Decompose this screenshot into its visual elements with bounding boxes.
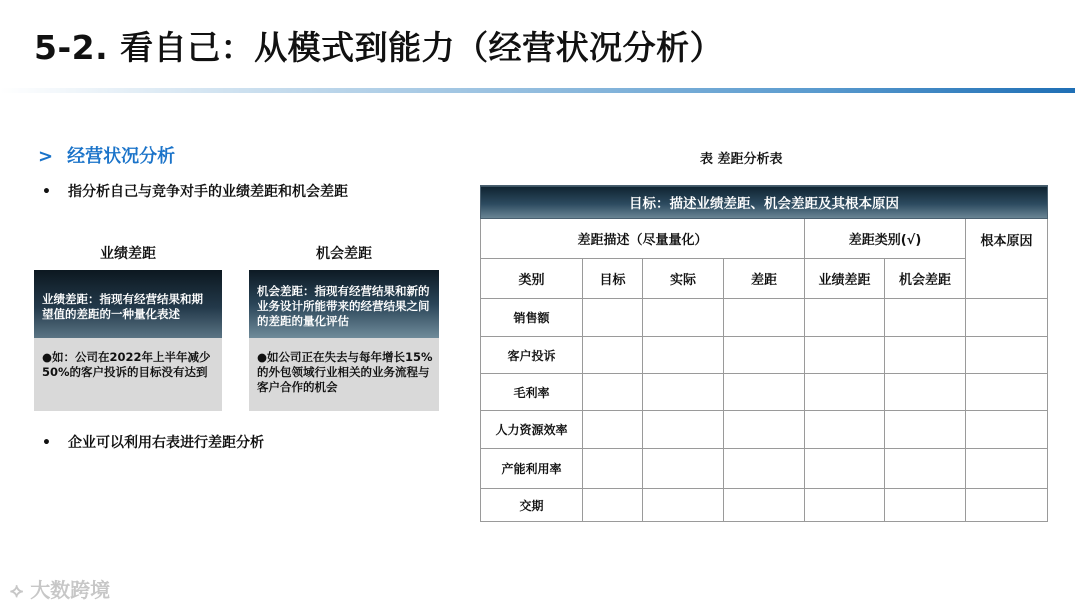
table-cell [643, 337, 724, 374]
table-cell [643, 449, 724, 489]
title-divider [0, 88, 1075, 93]
table-cell [583, 337, 643, 374]
watermark-text: 大数跨境 [30, 578, 111, 602]
subheader-gap: 差距 [724, 259, 805, 299]
table-cell [885, 299, 966, 337]
row-label: 人力资源效率 [481, 411, 583, 449]
row-label: 客户投诉 [481, 337, 583, 374]
table-cell [583, 374, 643, 411]
table-cell [966, 337, 1048, 374]
table-cell [966, 411, 1048, 449]
section-heading-text: 经营状况分析 [67, 146, 176, 167]
header-root-cause: 根本原因 [966, 219, 1048, 299]
table-cell [724, 411, 805, 449]
table-cell [724, 449, 805, 489]
row-label: 交期 [481, 489, 583, 522]
table-cell [805, 374, 885, 411]
performance-gap-definition: 业绩差距：指现有经营结果和期望值的差距的一种量化表述 [34, 270, 222, 338]
table-cell [885, 449, 966, 489]
bullet-text: 指分析自己与竞争对手的业绩差距和机会差距 [68, 184, 348, 200]
table-cell [643, 411, 724, 449]
table-cell [805, 489, 885, 522]
table-cell [643, 374, 724, 411]
table-row [481, 411, 1048, 449]
table-row [481, 374, 1048, 411]
subheader-category: 类别 [481, 259, 583, 299]
subheader-opportunity-gap: 机会差距 [885, 259, 966, 299]
card-heading-opportunity-gap: 机会差距 [316, 246, 372, 262]
header-gap-type: 差距类别(√) [805, 219, 966, 259]
table-cell [724, 337, 805, 374]
bullet-dot-icon: • [42, 435, 51, 451]
bullet-item [42, 432, 264, 452]
table-cell [724, 374, 805, 411]
bullet-item [42, 181, 348, 201]
row-label: 毛利率 [481, 374, 583, 411]
table-cell [583, 449, 643, 489]
table-cell [966, 374, 1048, 411]
table-cell [643, 489, 724, 522]
page-title: 5-2. 看自己：从模式到能力（经营状况分析） [34, 28, 724, 67]
table-cell [885, 489, 966, 522]
table-cell [805, 411, 885, 449]
table-row [481, 337, 1048, 374]
card-heading-performance-gap: 业绩差距 [100, 246, 156, 262]
table-cell [805, 299, 885, 337]
table-row [481, 449, 1048, 489]
table-cell [805, 449, 885, 489]
table-cell [966, 449, 1048, 489]
table-cell [724, 489, 805, 522]
table-cell [885, 411, 966, 449]
table-cell [885, 374, 966, 411]
header-gap-description: 差距描述（尽量量化） [481, 219, 805, 259]
table-cell [583, 489, 643, 522]
table-cell [966, 489, 1048, 522]
subheader-actual: 实际 [643, 259, 724, 299]
logo-icon: ⟡ [10, 578, 31, 602]
table-row [481, 489, 1048, 522]
opportunity-gap-example: ●如公司正在失去与每年增长15%的外包领域行业相关的业务流程与客户合作的机会 [249, 338, 439, 411]
table-goal-header: 目标：描述业绩差距、机会差距及其根本原因 [481, 186, 1048, 219]
subheader-target: 目标 [583, 259, 643, 299]
table-cell [643, 299, 724, 337]
row-label: 销售额 [481, 299, 583, 337]
gap-analysis-table [480, 185, 1048, 522]
bullet-dot-icon: • [42, 184, 51, 200]
table-cell [805, 337, 885, 374]
section-heading [38, 142, 175, 168]
table-row [481, 299, 1048, 337]
table-cell [583, 411, 643, 449]
chevron-right-icon: > [38, 146, 54, 167]
table-cell [885, 337, 966, 374]
row-label: 产能利用率 [481, 449, 583, 489]
table-caption: 表 差距分析表 [700, 152, 783, 167]
table-cell [724, 299, 805, 337]
table-cell [966, 299, 1048, 337]
subheader-performance-gap: 业绩差距 [805, 259, 885, 299]
performance-gap-example: ●如：公司在2022年上半年减少50%的客户投诉的目标没有达到 [34, 338, 222, 411]
opportunity-gap-definition: 机会差距：指现有经营结果和新的业务设计所能带来的经营结果之间的差距的量化评估 [249, 270, 439, 338]
table-cell [583, 299, 643, 337]
watermark [10, 574, 110, 603]
bullet-text: 企业可以利用右表进行差距分析 [68, 435, 264, 451]
